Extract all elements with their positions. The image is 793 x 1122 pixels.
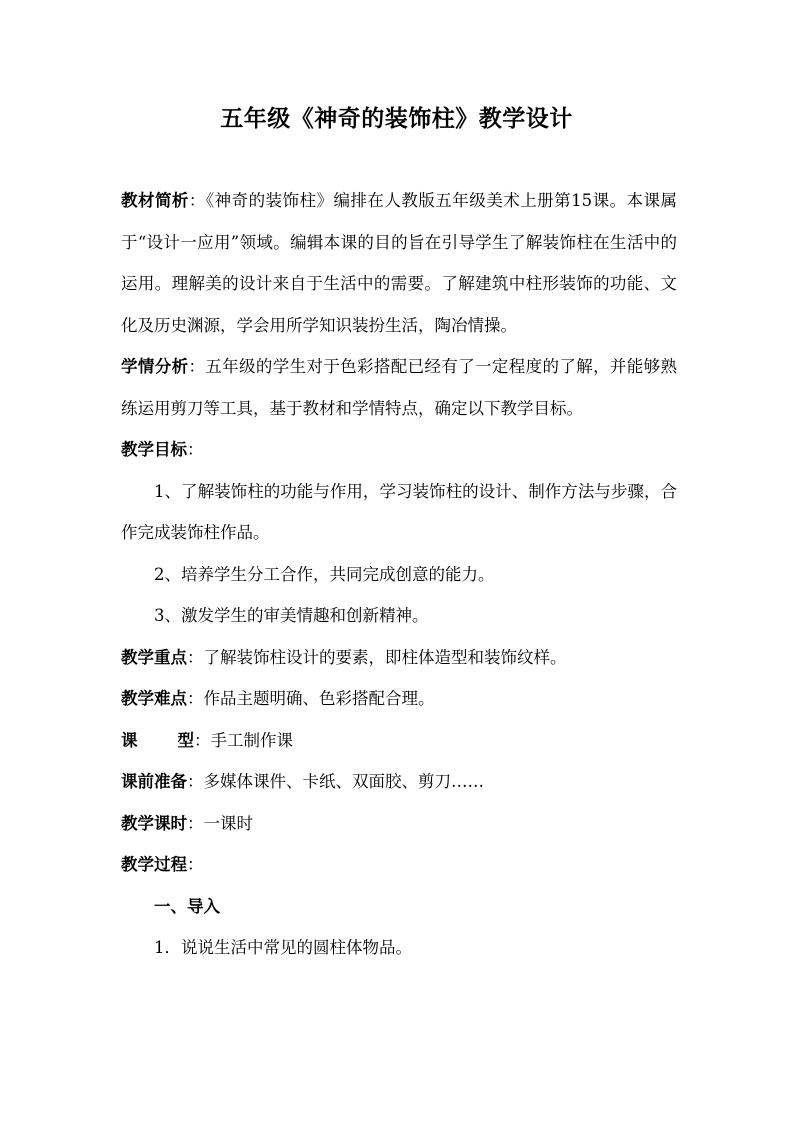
paragraph-jiaocai <box>121 180 677 346</box>
goal-item-2: 2、培养学生分工合作，共同完成创意的能力。 <box>154 564 495 584</box>
label-mubiao: 教学目标 <box>121 440 187 459</box>
label-keshi: 教学课时 <box>121 813 187 833</box>
text-keshi: ：一课时 <box>187 813 253 833</box>
paragraph-keshi <box>121 803 677 845</box>
paragraph-mubiao <box>121 429 677 471</box>
label-zhunbei: 课前准备 <box>121 772 187 791</box>
document-body <box>121 180 677 969</box>
label-kexing-a: 课 <box>121 730 138 750</box>
paragraph-zhunbei <box>121 761 677 803</box>
text-guocheng: ： <box>187 855 204 874</box>
label-zhongdian: 教学重点 <box>121 647 187 667</box>
document-title: 五年级《神奇的装饰柱》教学设计 <box>220 105 573 132</box>
paragraph-nandian <box>121 678 677 720</box>
text-mubiao: ： <box>187 440 204 459</box>
goal-item-1: 1、了解装饰柱的功能与作用，学习装饰柱的设计、制作方法与步骤，合作完成装饰柱作品。 <box>121 481 677 542</box>
paragraph-xueqing <box>121 346 677 429</box>
label-jiaocai: 教材简析 <box>121 191 189 210</box>
text-nandian: ：作品主题明确、色彩搭配合理。 <box>187 689 435 708</box>
label-kexing-b: 型 <box>177 730 194 750</box>
text-zhunbei: ：多媒体课件、卡纸、双面胶、剪刀…… <box>187 772 484 791</box>
paragraph-guocheng <box>121 844 677 886</box>
text-kexing: ：手工制作课 <box>194 730 293 750</box>
paragraph-zhongdian <box>121 637 677 679</box>
text-zhongdian: ：了解装饰柱设计的要素，即柱体造型和装饰纹样。 <box>187 647 567 667</box>
label-xueqing: 学情分析 <box>121 357 189 376</box>
label-guocheng: 教学过程 <box>121 855 187 874</box>
subhead-daoru: 一、导入 <box>154 896 220 916</box>
goal-item-3: 3、激发学生的审美情趣和创新精神。 <box>154 606 429 625</box>
paragraph-kexing <box>121 720 677 762</box>
text-jiaocai: ：《神奇的装饰柱》编排在人教版五年级美术上册第15课。本课属于“设计一应用”领域。编辑本课的目的旨在引导学生了解装饰柱在生活中的运用。理解美的设计来自于生活中的需要。了解建筑中柱形装饰的功能、文化及历史渊源，学会用所学知识装扮生活，陶冶情操。 <box>121 191 677 335</box>
text-xueqing: ：五年级的学生对于色彩搭配已经有了一定程度的了解，并能够熟练运用剪刀等工具，基于教材和学情特点，确定以下教学目标。 <box>121 357 677 418</box>
step-1: 1．说说生活中常见的圆柱体物品。 <box>154 938 412 957</box>
label-nandian: 教学难点 <box>121 689 187 708</box>
